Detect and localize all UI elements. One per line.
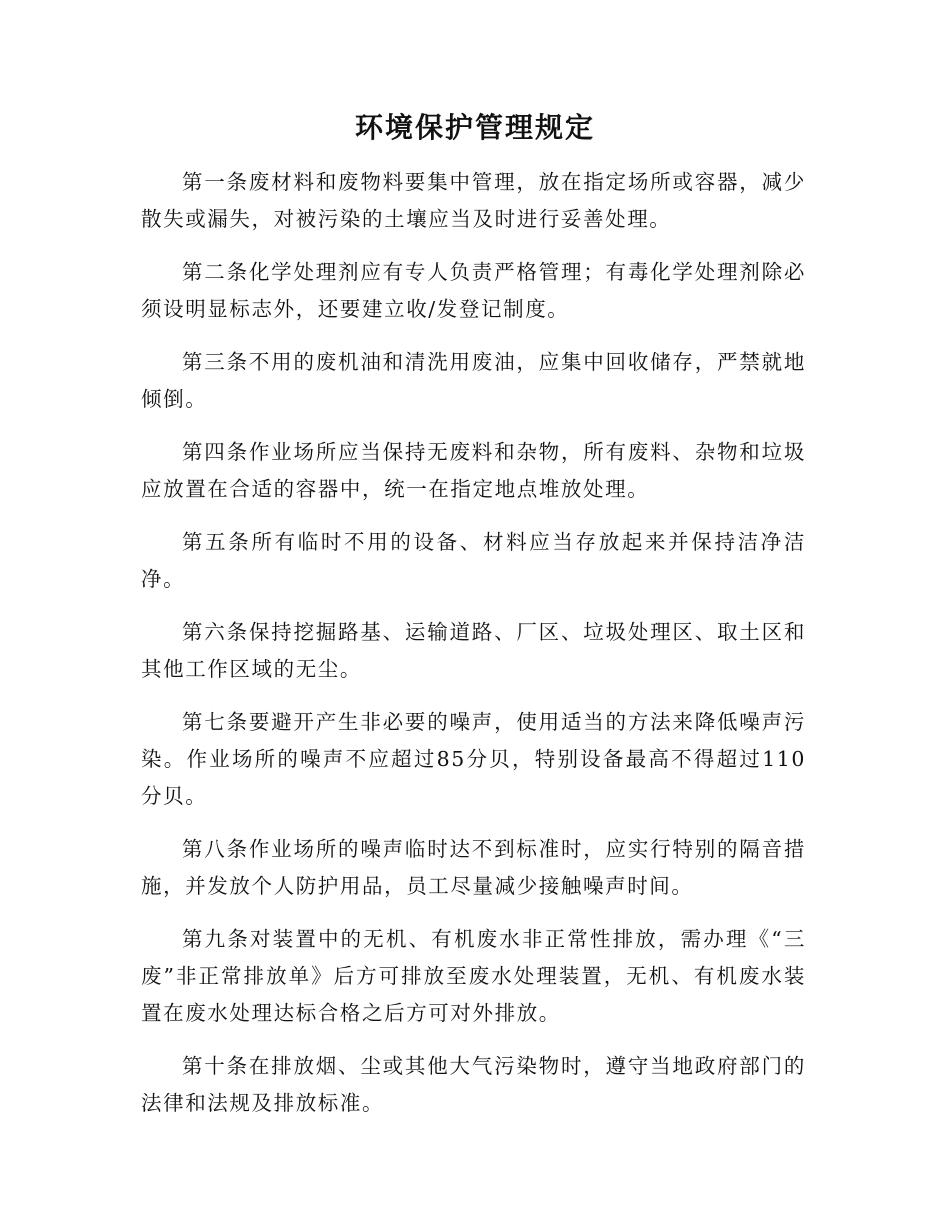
article-10: 第十条在排放烟、尘或其他大气污染物时，遵守当地政府部门的法律和法规及排放标准。 (141, 1054, 806, 1115)
article-9: 第九条对装置中的无机、有机废水非正常性排放，需办理《“三废”非正常排放单》后方可排放至废水处理装置，无机、有机废水装置在废水处理达标合格之后方可对外排放。 (141, 927, 806, 1025)
document-title: 环境保护管理规定 (354, 111, 595, 144)
document-body (141, 164, 806, 1138)
article-4: 第四条作业场所应当保持无废料和杂物，所有废料、杂物和垃圾应放置在合适的容器中，统一在指定地点堆放处理。 (141, 440, 806, 501)
article-2: 第二条化学处理剂应有专人负责严格管理；有毒化学处理剂除必须设明显标志外，还要建立收/发登记制度。 (141, 260, 806, 321)
article-8: 第八条作业场所的噪声临时达不到标准时，应实行特别的隔音措施，并发放个人防护用品，员工尽量减少接触噪声时间。 (141, 837, 806, 898)
article-3: 第三条不用的废机油和清洗用废油，应集中回收储存，严禁就地倾倒。 (141, 350, 806, 411)
article-7: 第七条要避开产生非必要的噪声，使用适当的方法来降低噪声污染。作业场所的噪声不应超过85分贝，特别设备最高不得超过110分贝。 (141, 710, 806, 808)
article-5: 第五条所有临时不用的设备、材料应当存放起来并保持洁净洁净。 (141, 530, 806, 591)
article-1: 第一条废材料和废物料要集中管理，放在指定场所或容器，减少散失或漏失，对被污染的土壤应当及时进行妥善处理。 (141, 170, 806, 231)
article-6: 第六条保持挖掘路基、运输道路、厂区、垃圾处理区、取土区和其他工作区域的无尘。 (141, 620, 806, 681)
